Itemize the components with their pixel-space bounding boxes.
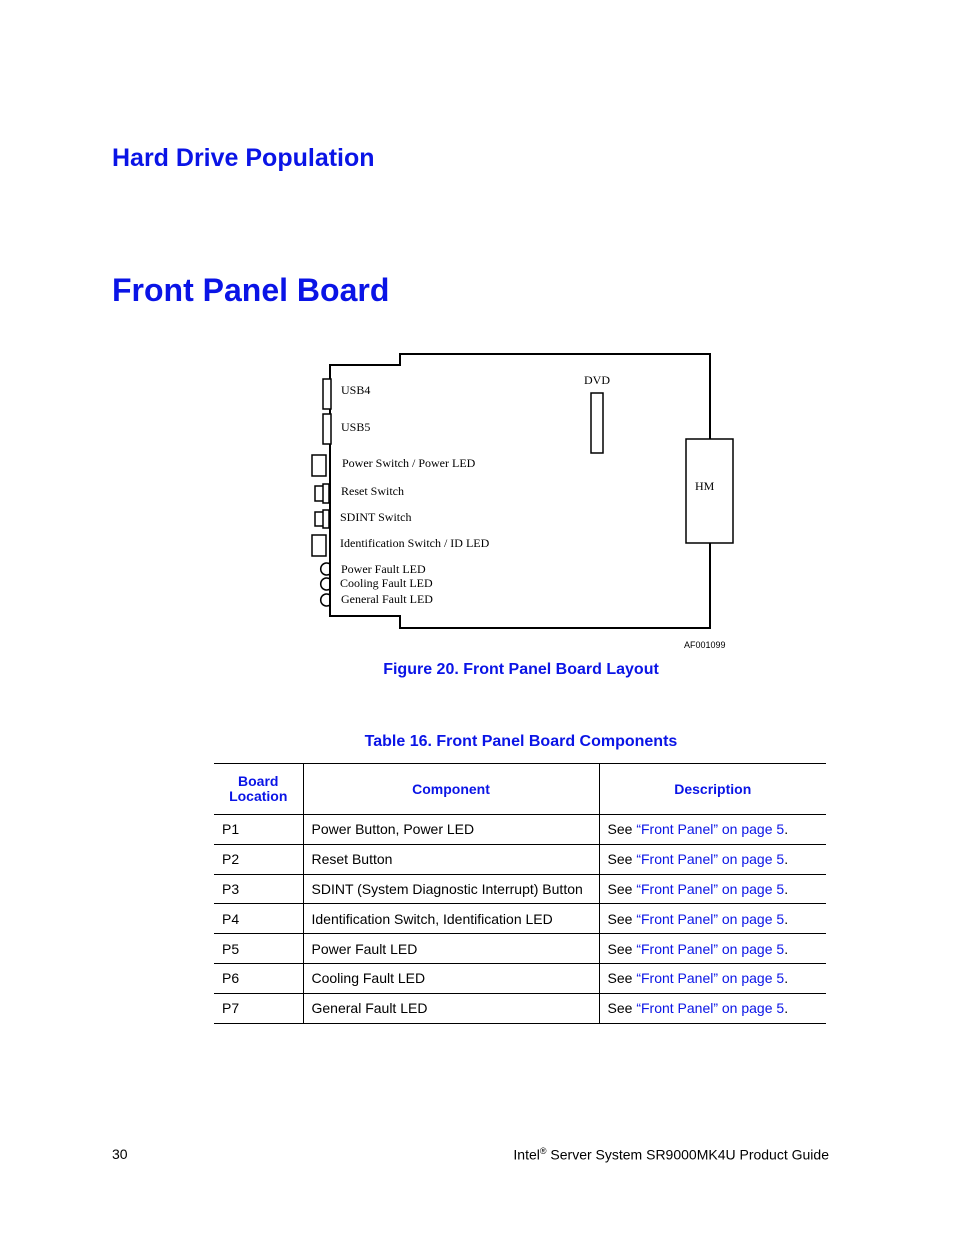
front-panel-components-table: [214, 763, 826, 1024]
description-cell: See “Front Panel” on page 5.: [599, 904, 826, 934]
dvd-label: DVD: [584, 373, 610, 387]
table-header-row: [214, 764, 826, 815]
power-switch-label: Power Switch / Power LED: [342, 456, 476, 470]
front-panel-link[interactable]: “Front Panel” on page 5: [636, 910, 785, 927]
usb5-label: USB5: [341, 420, 371, 434]
description-cell: See “Front Panel” on page 5.: [599, 874, 826, 904]
board-location-cell: P4: [214, 904, 303, 934]
front-panel-board-heading: Front Panel Board: [112, 272, 390, 308]
board-location-cell: P3: [214, 874, 303, 904]
power-switch-connector: [312, 455, 326, 476]
board-location-cell: P6: [214, 963, 303, 993]
description-cell: See “Front Panel” on page 5.: [599, 963, 826, 993]
front-panel-board-figure: [300, 345, 750, 660]
table-row: [214, 904, 826, 934]
general-fault-led: [321, 594, 330, 606]
id-switch-label: Identification Switch / ID LED: [340, 536, 490, 550]
component-cell: Reset Button: [303, 844, 599, 874]
front-panel-link[interactable]: “Front Panel” on page 5: [636, 970, 785, 987]
power-fault-label: Power Fault LED: [341, 562, 426, 576]
id-switch-connector: [312, 535, 326, 556]
cooling-fault-led: [321, 578, 330, 590]
component-cell: Identification Switch, Identification LED: [303, 904, 599, 934]
hard-drive-population-heading: Hard Drive Population: [112, 144, 375, 172]
front-panel-link[interactable]: “Front Panel” on page 5: [636, 880, 785, 897]
power-fault-led: [321, 563, 330, 575]
board-location-cell: P2: [214, 844, 303, 874]
table-caption: Table 16. Front Panel Board Components: [364, 733, 678, 750]
table-row: [214, 993, 826, 1023]
table-row: [214, 874, 826, 904]
usb5-connector: [323, 414, 331, 444]
dvd-connector: [591, 393, 603, 453]
header-board-location: Board Location: [214, 764, 303, 815]
front-panel-link[interactable]: “Front Panel” on page 5: [636, 1000, 785, 1017]
page-number: 30: [112, 1146, 128, 1162]
description-cell: See “Front Panel” on page 5.: [599, 934, 826, 964]
table-row: [214, 815, 826, 845]
header-description: Description: [599, 764, 826, 815]
footer-title: Intel® Server System SR9000MK4U Product Guide: [513, 1146, 829, 1163]
description-cell: See “Front Panel” on page 5.: [599, 815, 826, 845]
board-location-cell: P7: [214, 993, 303, 1023]
sdint-switch-label: SDINT Switch: [340, 510, 412, 524]
board-location-cell: P5: [214, 934, 303, 964]
table-row: [214, 963, 826, 993]
front-panel-link[interactable]: “Front Panel” on page 5: [636, 940, 785, 957]
reset-switch-label: Reset Switch: [341, 484, 404, 498]
component-cell: General Fault LED: [303, 993, 599, 1023]
component-cell: SDINT (System Diagnostic Interrupt) Button: [303, 874, 599, 904]
table-row: [214, 934, 826, 964]
table-row: [214, 844, 826, 874]
component-cell: Cooling Fault LED: [303, 963, 599, 993]
description-cell: See “Front Panel” on page 5.: [599, 993, 826, 1023]
hm-label: HM: [695, 479, 715, 493]
front-panel-link[interactable]: “Front Panel” on page 5: [636, 851, 785, 868]
figure-caption: Figure 20. Front Panel Board Layout: [383, 661, 659, 678]
component-cell: Power Fault LED: [303, 934, 599, 964]
cooling-fault-label: Cooling Fault LED: [340, 576, 433, 590]
board-location-cell: P1: [214, 815, 303, 845]
general-fault-label: General Fault LED: [341, 592, 433, 606]
header-component: Component: [303, 764, 599, 815]
description-cell: See “Front Panel” on page 5.: [599, 844, 826, 874]
figure-code: AF001099: [684, 640, 726, 650]
usb4-label: USB4: [341, 383, 371, 397]
usb4-connector: [323, 379, 331, 409]
component-cell: Power Button, Power LED: [303, 815, 599, 845]
front-panel-link[interactable]: “Front Panel” on page 5: [636, 821, 785, 838]
